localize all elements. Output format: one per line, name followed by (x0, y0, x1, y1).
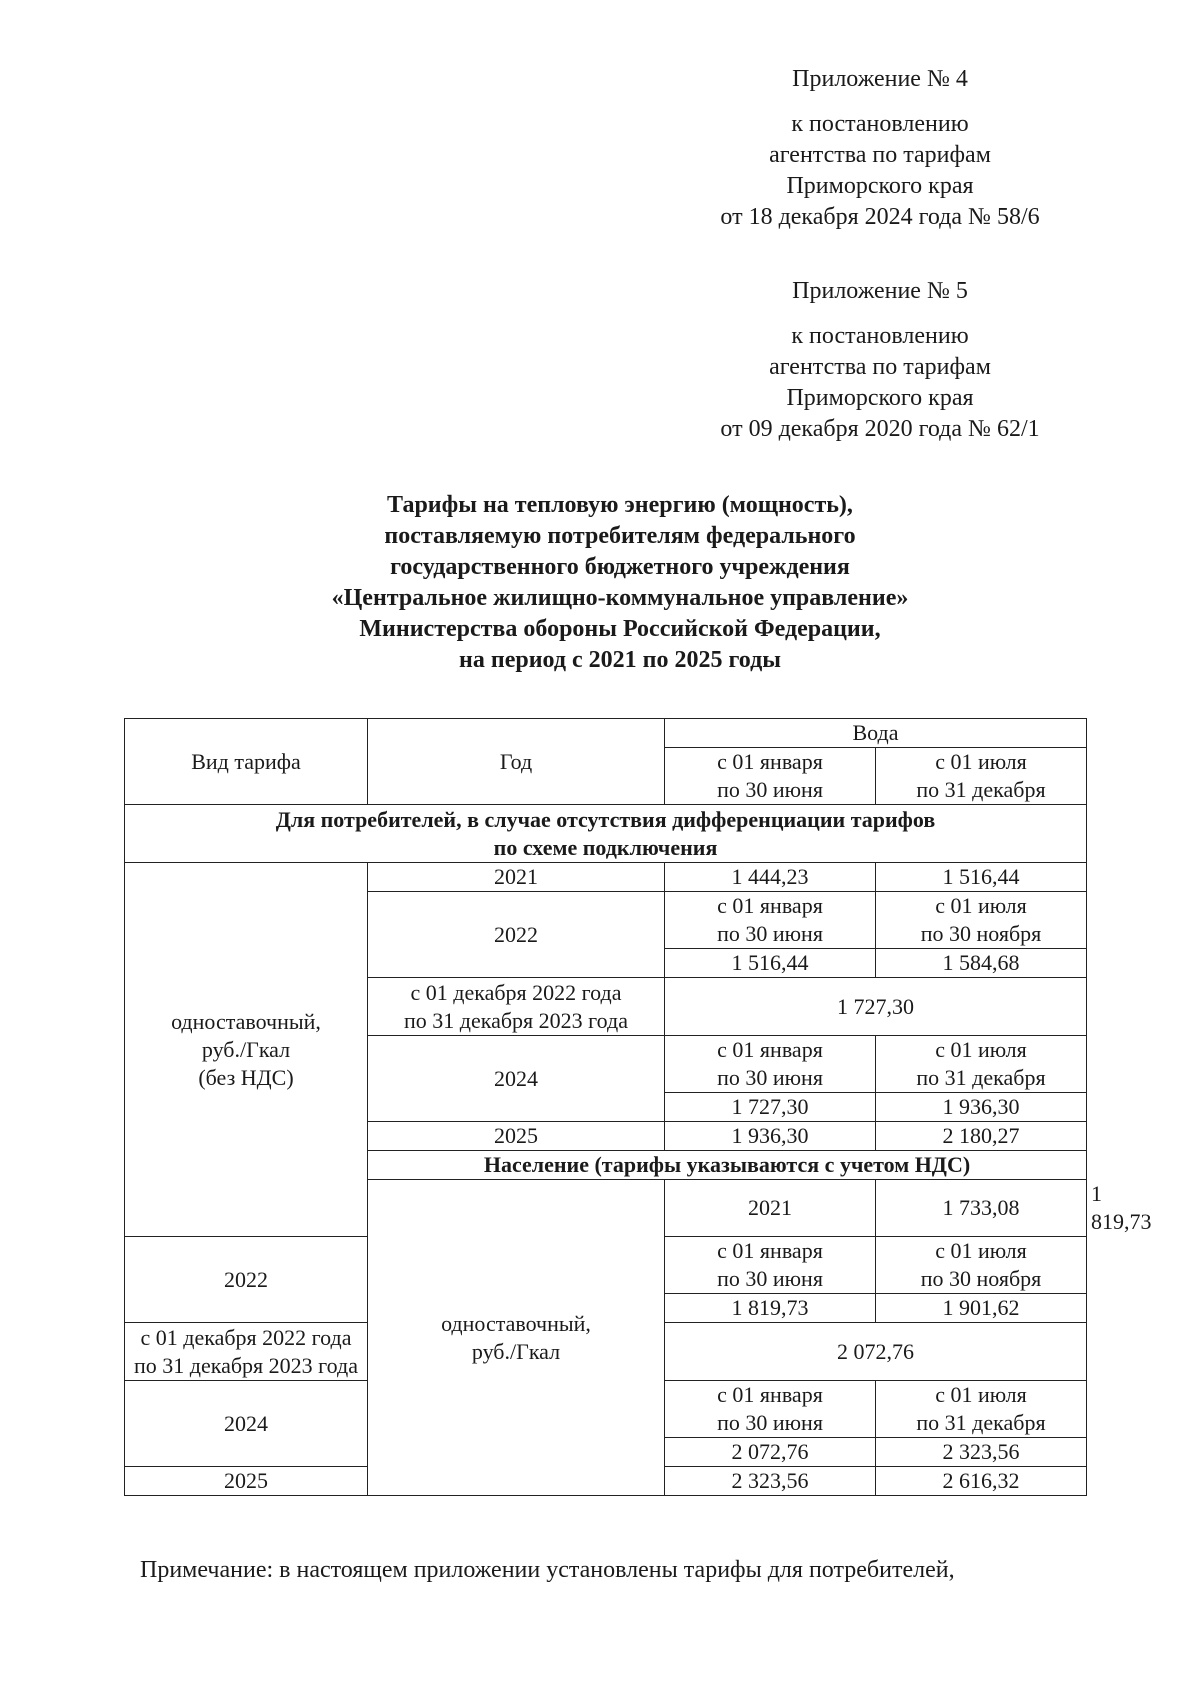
tariff-type-cell: одноставочный, руб./Гкал (без НДС) (125, 863, 368, 1237)
value-cell: 1 733,08 (876, 1180, 1087, 1237)
section-heading: Население (тарифы указываются с учетом НДС) (368, 1151, 1087, 1180)
appendix-5-line: агентства по тарифам (769, 354, 991, 380)
period-cell: с 01 декабря 2022 года по 31 декабря 2023 года (125, 1323, 368, 1381)
appendix-5-line: от 09 декабря 2020 года № 62/1 (720, 416, 1040, 442)
value-cell: 1 727,30 (665, 978, 1087, 1036)
section-heading: Для потребителей, в случае отсутствия дифференциации тарифов по схеме подключения (125, 805, 1087, 863)
value-cell: 1 819,73 (665, 1294, 876, 1323)
year-cell: 2022 (368, 892, 665, 978)
appendix-5-heading: Приложение № 5 (792, 278, 968, 304)
value-cell: 2 072,76 (665, 1323, 1087, 1381)
title-line: Тарифы на тепловую энергию (мощность), (387, 492, 853, 518)
value-cell: 2 616,32 (876, 1467, 1087, 1496)
period-cell: с 01 января по 30 июня (665, 1237, 876, 1294)
appendix-4-block (640, 64, 1120, 233)
title-line: Министерства обороны Российской Федерации, (359, 616, 881, 642)
value-cell: 2 072,76 (665, 1438, 876, 1467)
period-cell: с 01 июля по 30 ноября (876, 1237, 1087, 1294)
appendix-4-line: Приморского края (786, 173, 974, 199)
appendix-4-line: к постановлению (791, 111, 969, 137)
header-tariff-type: Вид тарифа (125, 719, 368, 805)
year-cell: 2024 (125, 1381, 368, 1467)
appendix-4-heading: Приложение № 4 (792, 66, 968, 92)
period-cell: с 01 января по 30 июня (665, 1036, 876, 1093)
value-cell: 1 516,44 (876, 863, 1087, 892)
year-cell: 2021 (368, 863, 665, 892)
value-cell: 1 901,62 (876, 1294, 1087, 1323)
year-cell: 2025 (125, 1467, 368, 1496)
header-water: Вода (665, 719, 1087, 748)
period-cell: с 01 января по 30 июня (665, 892, 876, 949)
appendix-5-block (640, 276, 1120, 445)
appendix-4-line: от 18 декабря 2024 года № 58/6 (720, 204, 1040, 230)
document-title (150, 490, 1090, 676)
appendix-5-line: к постановлению (791, 323, 969, 349)
year-cell: 2025 (368, 1122, 665, 1151)
value-cell: 2 323,56 (665, 1467, 876, 1496)
value-cell: 2 180,27 (876, 1122, 1087, 1151)
period-cell: с 01 января по 30 июня (665, 1381, 876, 1438)
period-cell: с 01 июля по 31 декабря (876, 1381, 1087, 1438)
title-line: государственного бюджетного учреждения (390, 554, 850, 580)
tariff-type-cell: одноставочный, руб./Гкал (368, 1180, 665, 1496)
period-cell: с 01 июля по 31 декабря (876, 1036, 1087, 1093)
title-line: на период с 2021 по 2025 годы (459, 647, 781, 673)
value-cell: 1 727,30 (665, 1093, 876, 1122)
period-cell: с 01 июля по 30 ноября (876, 892, 1087, 949)
value-cell: 1 584,68 (876, 949, 1087, 978)
value-cell: 1 444,23 (665, 863, 876, 892)
value-cell: 2 323,56 (876, 1438, 1087, 1467)
appendix-4-line: агентства по тарифам (769, 142, 991, 168)
footnote: Примечание: в настоящем приложении установлены тарифы для потребителей, (140, 1557, 955, 1583)
header-period-2: с 01 июля по 31 декабря (876, 748, 1087, 805)
year-cell: 2022 (125, 1237, 368, 1323)
appendix-5-line: Приморского края (786, 385, 974, 411)
value-cell: 1 936,30 (876, 1093, 1087, 1122)
value-cell: 1 936,30 (665, 1122, 876, 1151)
title-line: «Центральное жилищно-коммунальное управление» (331, 585, 909, 611)
header-year: Год (368, 719, 665, 805)
value-cell: 1 516,44 (665, 949, 876, 978)
header-period-1: с 01 января по 30 июня (665, 748, 876, 805)
title-line: поставляемую потребителям федерального (384, 523, 856, 549)
tariff-table: Вид тарифа Год Вода с 01 января по 30 июня с 01 июля по 31 декабря Для потребителей, в случае отсутствия дифференциации тарифов по схеме подключения одноставочный, руб./Гкал (без НДС) 2021 1 444,23 1 516,44 2022 с 01 января по 30 июня с 01 июля по 30 ноября 1 516,44 1 584,68 с 01 декабря 2022 года по 31 декабря 2023 года 1 727,30 2024 с 01 января по 30 июня с 01 июля по 31 декабря 1 727,30 1 936,30 2025 1 936,30 2 180,27 Население (тарифы указываются с учетом НДС) одноставочный, руб./Гкал 2021 1 733,08 1 819,73 2022 с 01 января по 30 июня с 01 июля по 30 ноября 1 819,73 1 901,62 с 01 декабря 2022 года по 31 декабря 2023 года 2 072,76 2024 с 01 января по 30 июня с 01 июля по 31 декабря 2 072,76 2 323,56 2025 2 323,56 2 616,32 (124, 718, 1087, 1496)
period-cell: с 01 декабря 2022 года по 31 декабря 2023 года (368, 978, 665, 1036)
year-cell: 2021 (665, 1180, 876, 1237)
year-cell: 2024 (368, 1036, 665, 1122)
